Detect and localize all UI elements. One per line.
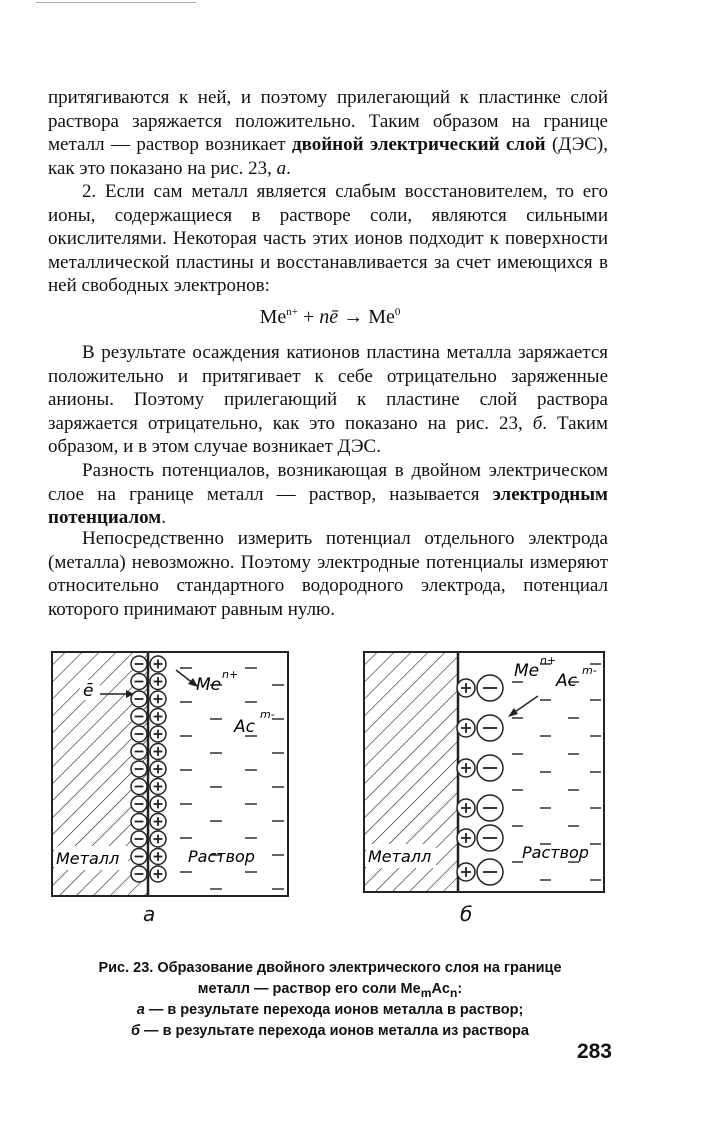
metal-positive-charge-icon: [457, 863, 475, 881]
paragraph-4: [48, 459, 608, 530]
page-number: 283: [576, 1040, 612, 1063]
anion-charge-icon: [477, 675, 503, 701]
metal-positive-charge-icon: [457, 679, 475, 697]
cation-charge-icon: [150, 831, 166, 847]
metal-label-a: Металл: [56, 849, 120, 868]
cation-charge-icon: [150, 866, 166, 882]
cation-charge-icon: [150, 849, 166, 865]
figure-caption-line-1: Рис. 23. Образование двойного электрического слоя на границе: [98, 960, 562, 976]
electron-charge-icon: [131, 779, 147, 795]
caption-text-a: — в результате перехода ионов металла в раствор;: [144, 1002, 524, 1018]
formula-zero: 0: [394, 306, 401, 318]
paragraph-2: 2. Если сам металл является слабым восстановителем, то его ионы, содержащиеся в растворе соли, являются сильными окислителями. Некоторая часть этих ионов подходит к поверхности металлической пластины и восстанавливается за счет имеющихся в ней свободных электронов:: [48, 181, 608, 296]
paragraph-3-end: . Таким образом, и в этом случае возникает ДЭС.: [48, 412, 608, 457]
electron-charge-icon: [131, 656, 147, 672]
caption-sub-n: n: [450, 985, 458, 1000]
formula-me-atom: Me: [368, 306, 395, 328]
figure-b: [362, 650, 606, 898]
solution-label-a: Раствор: [188, 847, 255, 866]
caption-formula-ac: Ac: [431, 981, 450, 997]
figure-letter-b: б: [460, 902, 473, 926]
cation-charge-icon: [150, 709, 166, 725]
electron-charge-icon: [131, 691, 147, 707]
anion-charge-icon: [477, 825, 503, 851]
electron-charge-icon: [131, 849, 147, 865]
solution-label-b: Раствор: [522, 843, 589, 862]
cation-charge-a: n+: [222, 668, 239, 681]
metal-positive-charge-icon: [457, 829, 475, 847]
anion-charge-icon: [477, 755, 503, 781]
metal-positive-charge-icon: [457, 799, 475, 817]
paragraph-3-text: В результате осаждения катионов пластина металла заряжается положительно и притягивает к себе отрицательно заряженные анионы. Поэтому прилегающий к пластине слой раствора заряжается отрицательно, как это показано на рис. 23,: [48, 342, 608, 434]
cation-charge-icon: [150, 796, 166, 812]
formula-plus: +: [298, 306, 320, 328]
paragraph-1: [48, 86, 608, 180]
figure-ref-a: а: [276, 157, 287, 179]
electron-charge-icon: [131, 761, 147, 777]
paragraph-4-end: .: [161, 507, 166, 528]
electron-charge-icon: [131, 726, 147, 742]
cation-charge-icon: [150, 744, 166, 760]
anion-label-a: Ac: [234, 717, 255, 737]
cation-charge-icon: [150, 674, 166, 690]
cation-charge-icon: [150, 726, 166, 742]
caption-colon: :: [457, 981, 463, 997]
formula-electrons: nē: [319, 306, 339, 328]
anion-charge-icon: [477, 859, 503, 885]
paragraph-1-text: притягиваются к ней, и поэтому прилегающий к пластинке слой раствора заряжается положительно. Таким образом на границе металл — раствор возникает: [48, 87, 608, 155]
cation-charge-icon: [150, 779, 166, 795]
electron-label-a: ē: [83, 681, 94, 701]
paragraph-1-text-2: (ДЭС), как это показано на рис. 23,: [48, 134, 609, 179]
formula-arrow: →: [338, 306, 369, 328]
paragraph-3: [48, 341, 608, 459]
metal-positive-charge-icon: [457, 759, 475, 777]
caption-letter-b: б: [131, 1023, 141, 1039]
formula-charge: n+: [286, 306, 299, 318]
cation-label-b: Me: [514, 661, 540, 681]
metal-positive-charge-icon: [457, 719, 475, 737]
caption-formula-pre: металл — раствор его соли Me: [197, 981, 421, 997]
charge-layer-b: [457, 675, 503, 885]
caption-sub-m: m: [420, 985, 432, 1000]
anion-charge-a: m-: [260, 708, 275, 721]
cation-charge-icon: [150, 814, 166, 830]
caption-text-b: — в результате перехода ионов металла из раствора: [140, 1023, 529, 1039]
figure-letter-a: а: [143, 902, 156, 926]
electron-charge-icon: [131, 744, 147, 760]
cation-charge-b: n+: [540, 654, 557, 667]
paragraph-1-end: .: [286, 157, 291, 179]
electron-charge-icon: [131, 831, 147, 847]
anion-charge-icon: [477, 795, 503, 821]
electron-charge-icon: [131, 814, 147, 830]
figure-caption-line-3: [40, 1000, 620, 1021]
term-electrode-potential: электродным потенциалом: [48, 483, 608, 528]
figure-caption-line-4: [40, 1021, 620, 1042]
cation-charge-icon: [150, 761, 166, 777]
top-rule: [36, 2, 196, 3]
electron-charge-icon: [131, 796, 147, 812]
anion-charge-b: m-: [582, 664, 597, 677]
electron-charge-icon: [131, 866, 147, 882]
figure-ref-b: б: [532, 412, 543, 434]
figure-a: [50, 650, 290, 898]
term-double-layer: двойной электрический слой: [291, 134, 546, 155]
cation-charge-icon: [150, 691, 166, 707]
anion-label-b: Ac: [556, 671, 577, 691]
cation-label-a: Me: [196, 675, 222, 695]
formula-me-ion: Me: [259, 306, 287, 328]
anion-charge-icon: [477, 715, 503, 741]
caption-letter-a: а: [136, 1002, 145, 1018]
cation-charge-icon: [150, 656, 166, 672]
reduction-equation: [0, 300, 660, 329]
electron-charge-icon: [131, 674, 147, 690]
paragraph-4-text: Разность потенциалов, возникающая в двойном электрическом слое на границе металл — раствор, называется: [48, 460, 608, 505]
paragraph-5: Непосредственно измерить потенциал отдельного электрода (металла) невозможно. Поэтому электродные потенциалы измеряют относительно стандартного водородного электрода, потенциал которого принимают равным нулю.: [48, 528, 608, 620]
electron-charge-icon: [131, 709, 147, 725]
metal-label-b: Металл: [368, 847, 432, 866]
